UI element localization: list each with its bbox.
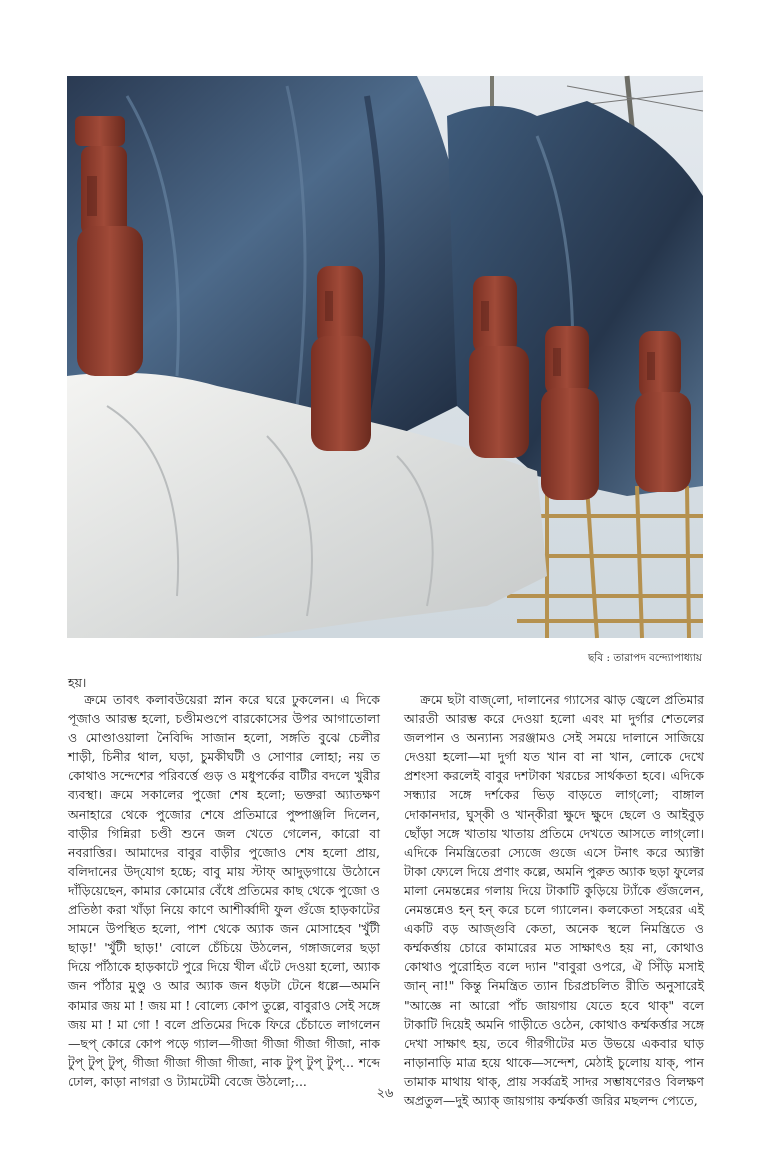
page-number: ২৬ — [376, 1086, 394, 1101]
photograph — [67, 76, 703, 638]
paragraph: ক্রমে তাবৎ কলাবউয়েরা স্নান করে ঘরে ঢুকলেন। এ দিকে পূজাও আরম্ভ হলো, চণ্ডীমণ্ডপে বারকোসের উপর আগাতোলা ও মোণ্ডাওয়ালা নৈবিদ্দি সাজান হলো, সঙ্গতি বুঝে চেলীর শাড়ী, চিনীর থাল, ঘড়া, চুমকীঘটী ও সোণার লোহা; নয় ত কোথাও সন্দেশের পরিবর্ত্তে গুড় ও মধুপর্কের বাটীর বদলে খুরীর ব্যবস্থা। ক্রমে সকালের পুজো শেষ হলো; ভক্তরা অ্যাতক্ষণ অনাহারে থেকে পুজোর শেষে প্রতিমারে পুষ্পাঞ্জলি দিলেন, বাড়ীর গিন্নিরা চণ্ডী শুনে জল খেতে গেলেন, কারো বা নবরাত্তির। আমাদের বাবুর বাড়ীর পুজোও শেষ হলো প্রায়, বলিদানের উদ্‌যোগ হচ্চে; বাবু মায় স্টাফ্ আদুড়গায়ে উঠোনে দাঁড়িয়েছেন, কামার কোমোর বেঁধে প্রতিমের কাছ থেকে পুজো ও প্রতিষ্ঠা করা খাঁড়া নিয়ে কাণে আশীর্ব্বাদী ফুল গুঁজে হাড়কাটের সামনে উপস্থিত হলো, পাশ থেকে অ্যাক জন মোসাহেব 'খুঁটী ছাড়!' 'খুঁটী ছাড়!' বোলে চেঁচিয়ে উঠলেন, গঙ্গাজলের ছড়া দিয়ে পাঁঠাকে হাড়কাটে পুরে দিয়ে খীল এঁটে দেওয়া হলো, অ্যাক জন পাঁঠার মুণ্ডু ও আর অ্যাক জন ধড়টা টেনে ধল্লে—অমনি কামার জয় মা ! জয় মা ! বোল্যে কোপ তুল্লে, বাবুরাও সেই সঙ্গে জয় মা ! মা গো ! বলে প্রতিমের দিকে ফিরে চেঁচাতে লাগলেন—ছপ্ কোরে কোপ পড়ে গ্যাল—গীজা গীজা গীজা গীজা, নাক টুপ্ টুপ্ টুপ্, গীজা গীজা গীজা গীজা, নাক টুপ্ টুপ্ টুপ্... শব্দে ঢোল, কাড়া নাগরা ও ট্যামটেমী বেজে উঠলো;... — [68, 692, 380, 1089]
photo-credit: ছবি : তারাপদ বন্দ্যোপাধ্যায় — [587, 652, 702, 664]
paragraph: ক্রমে ছটা বাজ্‌লো, দালানের গ্যাসের ঝাড় জ্বেলে প্রতিমার আরতী আরম্ভ করে দেওয়া হলো এবং মা দুর্গার শেতলের জলপান ও অন্যান্য সরঞ্জামও সেই সময়ে দালানে সাজিয়ে দেওয়া হলো—মা দুর্গা যত খান বা না খান, লোকে দেখে প্রশংসা করলেই বাবুর দশটাকা খরচের সার্থকতা হবে। এদিকে সন্ধ্যার সঙ্গে দর্শকের ভিড় বাড়তে লাগ্‌লো; বাঙ্গাল দোকানদার, ঘুস্‌কী ও খান্‌কীরা ক্ষুদে ক্ষুদে ছেলে ও আইবুড় ছোঁড়া সঙ্গে খাতায় খাতায় প্রতিমে দেখতে আসতে লাগ্‌লো। এদিকে নিমন্ত্রিতেরা স্যেজে গুজে এসে টনাৎ করে অ্যাক্টা টাকা ফ্যেলে দিয়ে প্রণাং কল্লে, অমনি পুরুত অ্যাক ছড়া ফুলের মালা নেমন্তন্নের গলায় দিয়ে টাকাটি কুড়িয়ে ট্যাঁকে গুঁজলেন, নেমন্তন্নেও হন্ হন্ করে চলে গ্যালেন। কলকেতা সহরের এই একটি বড় আজ্‌গুবি কেতা, অনেক স্থলে নিমন্ত্রিতে ও কর্ম্মকর্ত্তায় চোরে কামারের মত সাক্ষাৎও হয় না, কোথাও কোথাও পুরোহিত বলে দ্যান "বাবুরা ওপরে, ঐ সিঁড়ি মসাই জান্ না!" কিন্তু নিমন্ত্রিত ত্যান চিরপ্রচলিত রীতি অনুসারেই "আজ্ঞে না আরো পাঁচ জায়গায় যেতে হবে থাক্" বলে টাকাটি দিয়েই অমনি গাড়ীতে ওঠেন, কোথাও কর্ম্মকর্ত্তার সঙ্গে দেখা সাক্ষাৎ হয়, তবে গীরগীটের মত উভয়ে একবার ঘাড় নাড়ানাড়ি মাত্র হয়ে থাকে—সন্দেশ, মেঠাই চুলোয় যাক্, পান তামাক মাথায় থাক্, প্রায় সর্ব্বত্রই সাদর সম্ভাষণেরও বিলক্ষণ অপ্রতুল—দুই অ্যাক্ জায়গায় কর্ম্মকর্ত্তা জরির মছলন্দ প্যেতে, — [404, 692, 704, 1108]
text-column-left — [68, 690, 380, 1089]
statues-under-tarpaulin-image — [67, 76, 703, 638]
lead-line: হয়। — [68, 675, 87, 690]
text-column-right — [404, 690, 704, 1108]
